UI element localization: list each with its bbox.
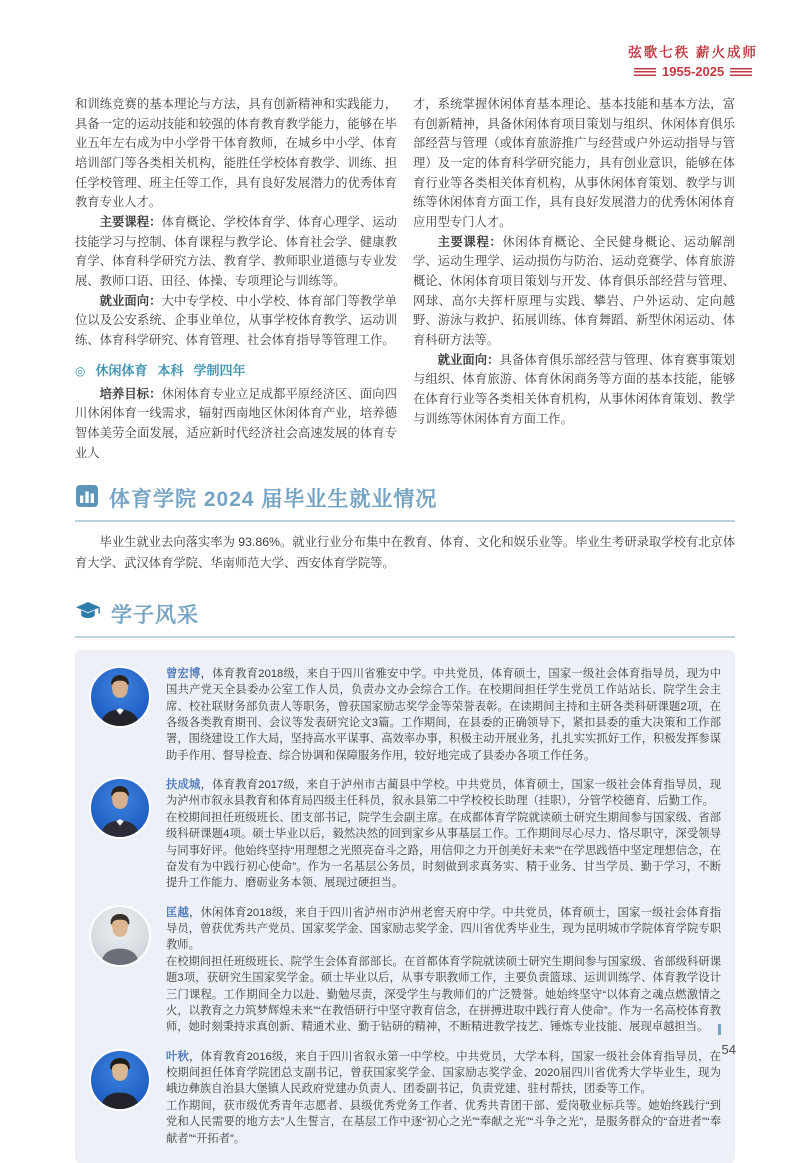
program-overview-continued: 和训练竞赛的基本理论与方法，具有创新精神和实践能力，具备一定的运动技能和较强的体育教育教学能力，能够在毕业五年左右成为中小学骨干体育教师，在城乡中小学、体育培训部门等各类相关机构，能胜任学校体育教学、训练、担任学校管理、班主任等工作，具有良好发展潜力的优秀体育教育专业人才。 [75,97,397,210]
student-bio-text: ，体育教育2017级，来自于泸州市古蔺县中学校。中共党员，体育硕士，国家一级社会体育指导员，现为泸州市叙永县教育和体育局四级主任科员，叙永县第二中学校校长助理（挂职），分管学校德育、后勤工作。 [166,779,721,808]
bar-chart-icon [75,484,99,513]
deco-lines-icon [730,68,752,76]
courses-label: 主要课程： [99,215,162,230]
student-bio-text: ，体育教育2016级，来自于四川省叙永第一中学校。中共党员，大学本科，国家一级社会体育指导员，在校期间担任体育学院团总支副书记，曾获国家奖学金、国家励志奖学金、2020届四川省优秀大学毕业生，现为峨边彝族自治县大堡镇人民政府党建办负责人、团委副书记，负责党建、驻村帮扶，团委等工作。 [166,1050,721,1096]
anniversary-banner [628,44,758,80]
employment-section-header [75,483,735,522]
student-photo [89,666,151,728]
career-label: 就业面向： [437,352,500,367]
student-bio [166,777,721,892]
goal-text: 休闲体育专业立足成都平原经济区、面向四川休闲体育一线需求，辐射西南地区休闲体育产业，培养德智体美劳全面发展，适应新时代经济社会高速发展的体育专业人 [75,386,397,460]
student-photo [89,777,151,839]
career-paragraph [413,351,735,430]
program-degree: 本科 [157,362,184,378]
page-marker [718,1024,721,1035]
gallery-section [75,599,735,1163]
students-panel [75,650,735,1163]
employment-section [75,483,735,573]
employment-section-title: 体育学院 2024 届毕业生就业情况 [109,488,438,512]
employment-body: 毕业生就业去向落实率为 93.86%。就业行业分布集中在教育、体育、文化和娱乐业等。毕业生考研录取学校有北京体育大学、武汉体育学院、华南师范大学、西安体育学院等。 [75,535,735,570]
goal-label: 培养目标： [99,386,162,401]
courses-text: 休闲体育概论、全民健身概论、运动解剖学、运动生理学、运动损伤与防治、运动竞赛学、体育旅游概论、休闲体育项目策划与开发、体育俱乐部经营与管理、网球、高尔夫挥杆原理与实践、攀岩、户外运动、定向越野、游泳与救护、拓展训练、体育舞蹈、新型休闲运动、体育科研方法等。 [413,234,735,348]
student-name: 叶秋 [166,1050,190,1063]
intro-columns [75,95,735,463]
gallery-section-title: 学子风采 [111,603,199,627]
student-bio [166,1049,721,1147]
courses-text: 体育概论、学校体育学、体育心理学、运动技能学习与控制、体育课程与教学论、体育社会学、健康教育学、体育科学研究方法、教育学、教师职业道德与专业发展、教师口语、田径、体操、专项理论与训练等。 [75,215,397,289]
student-bio [166,666,721,764]
goal-paragraph [75,385,397,464]
courses-paragraph [75,213,397,292]
goal-continued: 才，系统掌握休闲体育基本理论、基本技能和基本方法，富有创新精神，具备休闲体育项目策划与组织、休闲体育俱乐部经营与管理（或体育旅游推广与经营或户外运动指导与管理）及一定的体育科学研究能力，具有创业意识，能够在体育行业等各类相关体育机构，从事休闲体育策划、教学与训练等休闲体育方面工作，具有良好发展潜力的优秀休闲体育应用型专门人才。 [413,97,735,230]
courses-label: 主要课程： [437,234,503,249]
student-photo [89,1049,151,1111]
student-profile [89,905,721,1036]
career-text: 具备体育俱乐部经营与管理、体育赛事策划与组织、体育旅游、体育休闲商务等方面的基本技能，能够在体育行业等各类相关体育机构，从事休闲体育策划、教学与训练等休闲体育方面工作。 [413,352,735,426]
program-name: 休闲体育 [95,362,148,378]
courses-paragraph [413,233,735,351]
anniversary-slogan: 弦歌七秩 薪火成师 [628,45,758,60]
career-paragraph [75,292,397,351]
gallery-section-header [75,599,735,638]
page-number: 54 [721,1042,736,1057]
student-name: 扶成城 [166,779,201,792]
student-profile [89,666,721,764]
anniversary-years [628,64,758,81]
student-bio [166,905,721,1036]
deco-lines-icon [634,68,656,76]
student-profile [89,1049,721,1147]
student-bio-text: 在校期间担任班级班长、院学生会体育部部长。在首都体育学院就读硕士研究生期间参与国家级、省部级科研课题3项，获研究生国家奖学金。硕士毕业以后，从事专职教师工作，主要负责篮球、运训训练学、体育教学设计三门课程。工作期间全力以赴、勤勉尽责，深受学生与教师们的广泛赞誉。她始终坚守“以体育之魂点燃激情之火，以教育之力筑梦辉煌未来”“在教悟研行中坚守教育信念，在拼搏进取中践行育人使命”。作为一名高校体育教师，她时刻秉持求真创新、精通术业、勤于钻研的精神，不断精进教学技艺、锤炼专业技能、展现卓越担当。 [166,955,721,1034]
student-bio-text: 在校期间担任班级班长、团支部书记，院学生会副主席。在成都体育学院就读硕士研究生期间参与国家级、省部级科研课题4项。硕士毕业以后，毅然决然的回到家乡从事基层工作。工作期间尽心尽力、恪尽职守，深受领导与同事好评。他始终坚持“用理想之光照亮奋斗之路，用信仰之力开创美好未来”“在学思践悟中坚定理想信念，在奋发有为中践行初心使命”。作为一名基层公务员，时刻做到求真务实、精于业务、甘当学员、勤于学习，不断提升工作能力、磨砺业务本领、展现过硬担当。 [166,811,721,890]
student-photo [89,905,151,967]
career-label: 就业面向： [99,293,162,308]
program-bullet-icon: ◎ [75,363,86,378]
left-column [75,95,397,463]
right-column [413,95,735,463]
years-text: 1955-2025 [662,63,725,79]
graduation-cap-icon [75,599,101,628]
program-duration: 学制四年 [193,362,246,378]
student-bio-text: ，体育教育2018级，来自于四川省雅安中学。中共党员，体育硕士，国家一级社会体育指导员，现为中国共产党天全县委办公室工作人员，负责办文办会综合工作。在校期间担任学生党员工作站站长、院学生会主席、校社联财务部负责人等职务，曾获国家励志奖学金等荣誉表彰。在读期间主持和主研各类科研课题2项，在各级各类教育期刊、会议等发表研究论文3篇。工作期间，在县委的正确领导下，紧扣县委的重大决策和工作部署，围绕建设工作大局，坚持高水平谋事、高效率办事，积极主动开展业务，扎扎实实抓好工作，积极发挥参谋助手作用、督导检查、综合协调和保障服务作用，较好地完成了县委办各项工作任务。 [166,667,721,762]
student-name: 匡越 [166,906,190,919]
student-bio-text: 工作期间，获市级优秀青年志愿者、县级优秀党务工作者、优秀共青团干部、爱岗敬业标兵等。她始终践行“到党和人民需要的地方去”人生誓言，在基层工作中逐“初心之光”“奉献之光”“斗争之光”，是服务群众的“奋进者”“奉献者”“开拓者”。 [166,1099,721,1145]
student-profile [89,777,721,892]
student-bio-text: ，休闲体育2018级，来自于四川省泸州市泸州老窖天府中学。中共党员，体育硕士，国家一级社会体育指导员，曾获优秀共产党员、国家奖学金、国家励志奖学金、四川省优秀毕业生，现为昆明城市学院体育学院专职教师。 [166,906,721,952]
student-name: 曾宏博 [166,667,201,680]
program-heading [75,361,397,382]
career-text: 大中专学校、中小学校、体育部门等教学单位以及公安系统、企事业单位，从事学校体育教学、运动训练、体育科学研究、体育管理、社会体育指导等管理工作。 [75,293,397,348]
